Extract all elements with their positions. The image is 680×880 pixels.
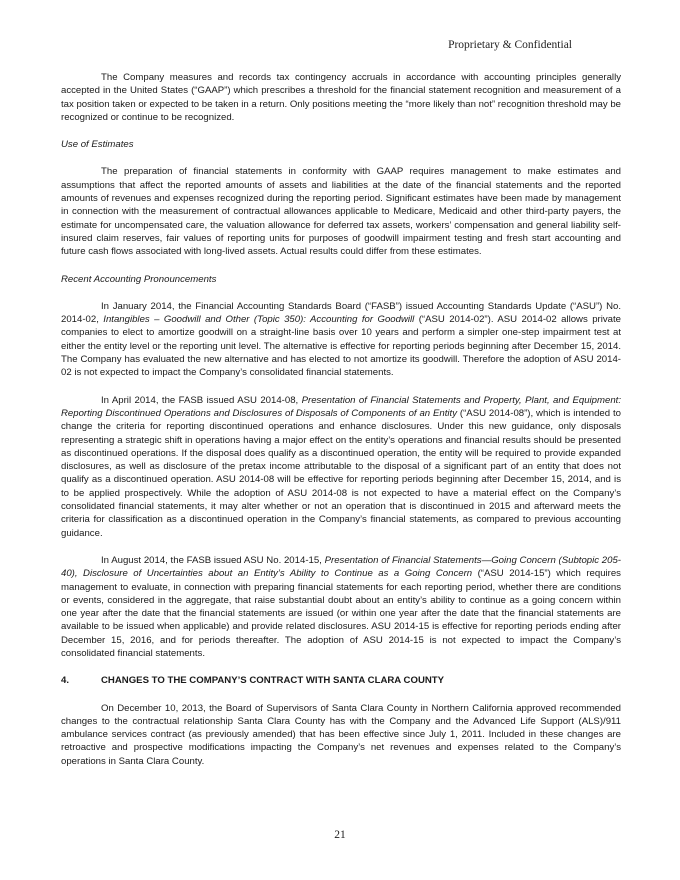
recent-pronouncements-heading: Recent Accounting Pronouncements (61, 273, 217, 285)
asu-2014-08-paragraph: In April 2014, the FASB issued ASU 2014-08, Presentation of Financial Statements and Property, Plant, and Equipment: Reporting Discontinued Operations and Disclosures of Disposals of Components of an Entity (“ASU 2014-08”), which is intended to change the criteria for reporting discontinued operations and enhance disclosures. Under this new guidance, only disposals representing a strategic shift in operations having a major effect on the entity’s operations and financial results should be presented as discontinued operations. If the disposal does qualify as a discontinued operation, the entity will be required to provide expanded disclosures, as well as disclosure of the pretax income attributable to the disposal of a significant part of an entity that does not qualify as a discontinued operation. ASU 2014-08 will be effective for reporting periods beginning after December 15, 2014, and is to be applied prospectively. While the adoption of ASU 2014-08 is not expected to have a material effect on the Company’s consolidated financial statements, it may alter whether or not an operation that is discontinued in 2015 and afterward meets the criteria for classification as a discontinued operation in the Company’s financial statements, as compared to previous accounting guidance. (61, 394, 621, 539)
section-4-heading (61, 674, 621, 687)
use-of-estimates-paragraph: The preparation of financial statements in conformity with GAAP requires management to make estimates and assumptions that affect the reported amounts of assets and liabilities at the date of the financial statements and the reported amounts of revenues and expenses recognized during the reporting period. Significant estimates have been made by management in connection with the measurement of contractual allowances applicable to Medicare, Medicaid and other third-party payers, the estimate for uncompensated care, the valuation allowance for deferred tax assets, workers’ compensation and general liability self-insured claim reserves, fair values of reporting units for purposes of goodwill impairment testing and fresh start accounting and future cash flows associated with long-lived assets. Actual results could differ from these estimates. (61, 166, 621, 258)
page-number: 21 (334, 829, 346, 841)
section-number: 4. (61, 675, 70, 687)
asu-2014-02-paragraph: In January 2014, the Financial Accounting Standards Board (“FASB”) issued Accounting Standards Update (“ASU”) No. 2014-02, Intangibles – Goodwill and Other (Topic 350): Accounting for Goodwill (“ASU 2014-02”). ASU 2014-02 allows private companies to elect to amortize goodwill on a straight-line basis over 10 years and perform a simpler one-step impairment test at either the entity level or the reporting unit level. The alternative is effective for reporting periods beginning after December 15, 2014. The Company has evaluated the new alternative and has elected to not amortize its goodwill. Therefore the adoption of ASU 2014-02 is not expected to impact the Company’s consolidated financial statements. (61, 300, 621, 379)
page-content (61, 71, 621, 768)
use-of-estimates-heading: Use of Estimates (61, 139, 134, 151)
section-title: CHANGES TO THE COMPANY’S CONTRACT WITH SANTA CLARA COUNTY (101, 675, 445, 687)
confidential-header: Proprietary & Confidential (448, 39, 572, 51)
santa-clara-paragraph: On December 10, 2013, the Board of Supervisors of Santa Clara County in Northern California approved recommended changes to the contractual relationship Santa Clara County has with the Company and the Advanced Life Support (ALS)/911 ambulance services contract (as previously amended) that has been effective since July 1, 2011. Included in these changes are retroactive and prospective modifications impacting the Company’s net revenues and expenses related to the Company’s operations in Santa Clara County. (61, 702, 621, 767)
tax-contingency-paragraph: The Company measures and records tax contingency accruals in accordance with accounting principles generally accepted in the United States (“GAAP”) which prescribes a threshold for the financial statement recognition and measurement of a tax position taken or expected to be taken in a return. Only positions meeting the “more likely than not” recognition threshold may be recognized or continue to be recognized. (61, 72, 621, 123)
asu-2014-15-paragraph: In August 2014, the FASB issued ASU No. 2014-15, Presentation of Financial Statements—Going Concern (Subtopic 205-40), Disclosure of Uncertainties about an Entity’s Ability to Continue as a Going Concern (“ASU 2014-15”) which requires management to evaluate, in connection with preparing financial statements for each reporting period, whether there are conditions or events, considered in the aggregate, that raise substantial doubt about an entity’s ability to continue as a going concern within one year after the date that the financial statements are issued (or within one year after the date that the financial statements are available to be issued when applicable) and provide related disclosures. ASU 2014-15 is effective for reporting periods ending after December 15, 2016, and for periods thereafter. The adoption of ASU 2014-15 is not expected to impact the Company’s consolidated financial statements. (61, 554, 621, 659)
